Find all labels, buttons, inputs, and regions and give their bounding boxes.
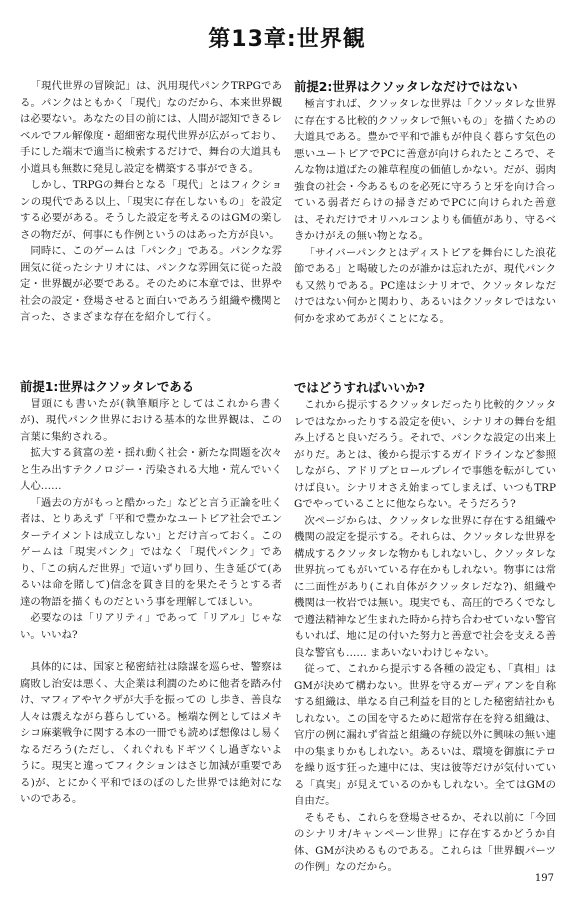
right-column xyxy=(294,78,556,876)
spacer xyxy=(20,326,282,378)
left-column xyxy=(20,78,282,808)
section3-paragraph-1: これから提示するクソッタレだったり比較的クソッタレではなかったりする設定を使い、シナリオの舞台を組み上げると良いだろう。それで、パンクな設定の出来上がりだ。あとは、後から提示するガイドラインなど参照しながら、アドリブとロールプレイで事態を転がしていけば良い。シナリオさえ始まってしまえば、いつもTRPGでやっていることに他ならない。そうだろう? xyxy=(294,399,556,510)
section1-paragraph-5: 具体的には、国家と秘密結社は陰謀を巡らせ、警察は腐敗し治安は悪く、大企業は利潤のために他者を踏み付け、マフィアやヤクザが大手を振っての し歩き、善良な人々は震えながら暮らしている。極端な例としてはメキシコ麻薬戦争に関する本の一冊でも読めば想像はし易くなるだろう(ただし、くれぐれもドギツくし過ぎないように。現実と違ってフィクションはさじ加減が重要である)が、とにかく平和でほのぼのした世界では絶対にないのである。 xyxy=(20,661,282,805)
section3-paragraph-4: そもそも、これらを登場させるか、それ以前に「今回のシナリオ/キャンペーン世界」に存在するかどうか自体、GMが決めるものである。これらは「世界観パーツの作例」なのだから。 xyxy=(294,811,556,873)
section1-paragraph-1: 冒頭にも書いたが(執筆順序としてはこれから書くが)、現代パンク世界における基本的な世界観は、この言葉に集約される。 xyxy=(20,397,282,443)
page-number: 197 xyxy=(534,873,554,884)
section1-paragraph-3: 「過去の方がもっと酷かった」などと言う正論を吐く者は、とりあえず「平和で豊かなユートピア社会でエンターテイメントは成立しない」とだけ言っておく。このゲームは「現実パンク」ではなく「現代パンク」であり、「この病んだ世界」で這いずり回り、生き延びて(あるいは命を賭して)信念を貫き目的を果たそうとする者達の物語を描くものだという事を理解してほしい。 xyxy=(20,496,282,608)
section3-heading: ではどうすればいいか? xyxy=(294,380,426,395)
section2-heading: 前提2:世界はクソッタレなだけではない xyxy=(294,79,518,94)
spacer xyxy=(20,643,282,659)
section1-heading: 前提1:世界はクソッタレである xyxy=(20,378,195,394)
section1-paragraph-4: 必要なのは「リアリティ」であって「リアル」じゃない。いいね? xyxy=(20,612,282,641)
section3-paragraph-2: 次ページからは、クソッタレな世界に存在する組織や機関の設定を提示する。それらは、クソッタレな世界を構成するクソッタレな物かもしれないし、クソッタレな世界抗ってもがいている存在かもしれない。物事には常に二面性があり(これ自体がクソッタレだな?)、組織や機関は一枚岩では無い。現実でも、高圧的でろくでなしで遵法精神など生まれた時から持ち合わせていない警官もいれば、地に足の付いた努力と善意で社会を支える善良な警官も…… まあいないわけじゃない。 xyxy=(294,514,556,659)
section2-paragraph-1: 極言すれば、クソッタレな世界は「クソッタレな世界に存在する比較的クソッタレで無いもの」を描くための大道具である。豊かで平和で誰もが仲良く暮らす気色の悪いユートピアでPCに善意が向けられたところで、そんな物は道ばたの雑草程度の価値しかない。だが、弱肉強食の社会・今あるものを必死に守ろうと牙を向け合っている弱者だらけの掃きだめでPCに向けられた善意は、それだけでオリハルコンよりも価値があり、守るべきかけがえの無い物となる。 xyxy=(294,98,556,242)
section2-paragraph-2: 「サイバーパンクとはディストピアを舞台にした浪花節である」と喝破したのが誰かは忘れたが、現代パンクも又然りである。PC達はシナリオで、クソッタレなだけではない何かと関わり、あるいはクソッタレではない何かを求めてあがくことになる。 xyxy=(294,246,556,325)
section3-paragraph-3: 従って、これから提示する各種の設定も、「真相」はGMが決めて構わない。世界を守るガーディアンを自称する組織は、単なる自己利益を目的とした秘密結社かもしれない。この国を守るために超常存在を狩る組織は、官庁の例に漏れず省益と組織の存続以外に興味の無い連中の集まりかもしれない。あるいは、環境を御旗にテロを繰り返す狂った連中には、実は彼等だけが気付いている「真実」が見えているのかもしれない。全てはGMの自由だ。 xyxy=(294,663,556,807)
intro-paragraph-3: 同時に、このゲームは「パンク」である。パンクな雰囲気に従ったシナリオには、パンクな雰囲気に従った設定・世界観が必要である。そのために本章では、世界や社会の設定・登場させると面白いであろう組織や機関と言った、さまざまな存在を紹介して行く。 xyxy=(20,245,282,323)
intro-paragraph-1: 「現代世界の冒険記」は、汎用現代パンクTRPGである。パンクはともかく「現代」なのだから、本来世界観は必要ない。あなたの目の前には、人間が認知できるレベルでフル解像度・超細密な現代世界が広がっており、手にした端末で適当に検索するだけで、舞台の大道具も小道具も無数に発見し設定を構築する事ができる。 xyxy=(20,80,282,175)
spacer xyxy=(294,327,556,379)
section1-paragraph-2: 拡大する貧富の差・揺れ動く社会・新たな問題を次々と生み出すテクノロジー・汚染される大地・荒んでいく人心…… xyxy=(20,447,282,492)
intro-paragraph-2: しかし、TRPGの舞台となる「現代」とはフィクションの現代である以上、「現実に存在しないもの」を設定する必要がある。そうした設定を考えるのはGMの楽しさの物だが、何事にも作例というのはあった方が良い。 xyxy=(20,179,282,241)
page-title: 第13章:世界観 xyxy=(208,27,366,52)
